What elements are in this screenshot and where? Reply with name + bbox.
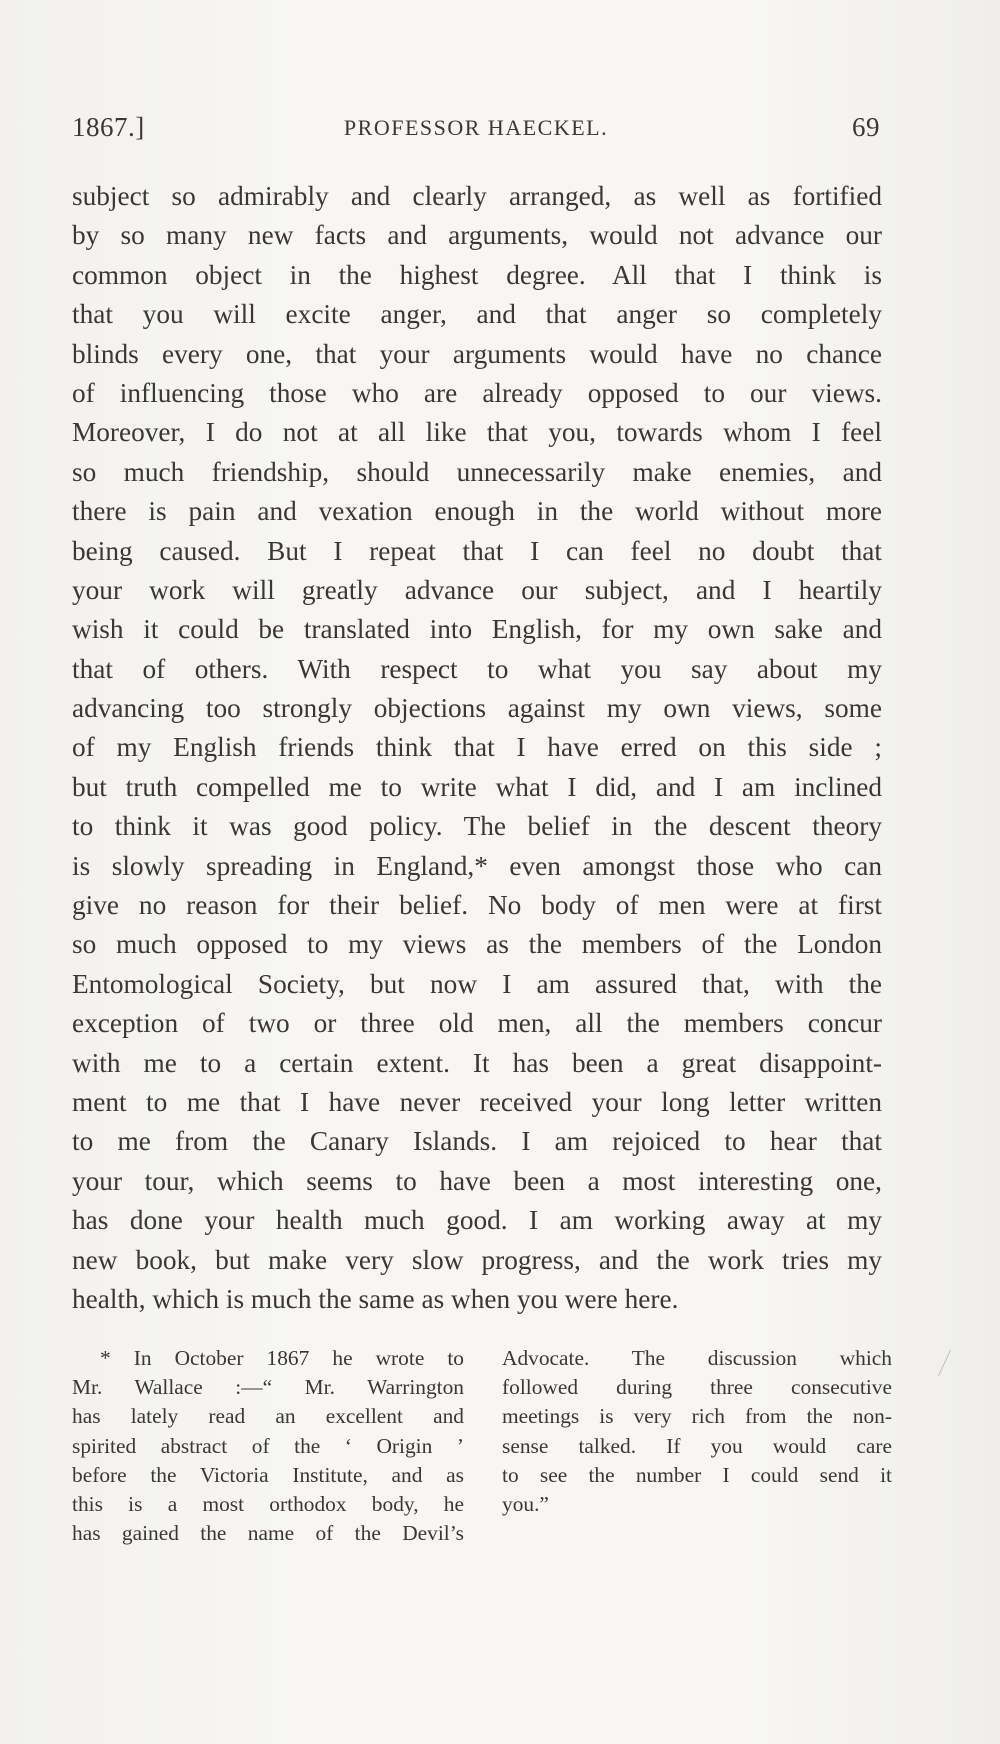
- body-line: to me from the Canary Islands. I am rejoiced to hear that: [72, 1126, 882, 1157]
- body-line: exception of two or three old men, all the members concur: [72, 1008, 882, 1039]
- running-head: [72, 112, 880, 152]
- footnote-line: to see the number I could send it: [502, 1462, 892, 1487]
- footnote-line: * In October 1867 he wrote to: [100, 1346, 464, 1370]
- body-line: your work will greatly advance our subject, and I heartily: [72, 574, 882, 605]
- footnote-line: meetings is very rich from the non-: [502, 1404, 892, 1429]
- body-line: that of others. With respect to what you say about my: [72, 653, 882, 684]
- body-line: there is pain and vexation enough in the world without more: [72, 496, 882, 527]
- footnote-line: has lately read an excellent and: [72, 1404, 464, 1429]
- header-title: PROFESSOR HAECKEL.: [343, 115, 609, 140]
- body-line: give no reason for their belief. No body of men were at first: [72, 890, 882, 921]
- body-line: advancing too strongly objections against my own views, some: [72, 693, 882, 724]
- footnotes: [72, 1344, 892, 1544]
- body-line: so much friendship, should unnecessarily make enemies, and: [72, 456, 882, 487]
- body-line: wish it could be translated into English, for my own sake and: [72, 614, 882, 645]
- header-year: 1867.]: [72, 112, 145, 142]
- body-line: with me to a certain extent. It has been a great disappoint-: [72, 1047, 882, 1078]
- body-line: common object in the highest degree. All that I think is: [72, 259, 882, 290]
- footnote-line: this is a most orthodox body, he: [72, 1491, 464, 1516]
- footnote-column-left: [72, 1344, 464, 1548]
- footnote-line: has gained the name of the Devil’s: [72, 1521, 464, 1546]
- page-number: 69: [852, 112, 880, 142]
- footnote-column-right: [502, 1344, 892, 1519]
- body-line: to think it was good policy. The belief in the descent theory: [72, 811, 882, 842]
- body-line: your tour, which seems to have been a most interesting one,: [72, 1165, 882, 1196]
- body-text: [72, 177, 882, 1319]
- body-line: so much opposed to my views as the members of the London: [72, 929, 882, 960]
- footnote-line: Advocate. The discussion which: [502, 1346, 892, 1370]
- body-line: ment to me that I have never received your long letter written: [72, 1086, 882, 1117]
- body-line: being caused. But I repeat that I can feel no doubt that: [72, 535, 882, 566]
- footnote-line: followed during three consecutive: [502, 1375, 892, 1400]
- body-line: of influencing those who are already opposed to our views.: [72, 377, 882, 408]
- footnote-line: you.”: [502, 1491, 549, 1516]
- footnote-line: before the Victoria Institute, and as: [72, 1462, 464, 1487]
- footnote-line: Mr. Wallace :—“ Mr. Warrington: [72, 1375, 464, 1400]
- body-line: blinds every one, that your arguments would have no chance: [72, 338, 882, 369]
- body-line: health, which is much the same as when you were here.: [72, 1283, 679, 1314]
- body-line: Moreover, I do not at all like that you, towards whom I feel: [72, 417, 882, 448]
- margin-pencil-mark: [938, 1350, 963, 1376]
- body-line: of my English friends think that I have erred on this side ;: [72, 732, 882, 763]
- body-line: is slowly spreading in England,* even amongst those who can: [72, 850, 882, 881]
- body-line: that you will excite anger, and that anger so completely: [72, 299, 882, 330]
- body-line: new book, but make very slow progress, and the work tries my: [72, 1244, 882, 1275]
- body-line: Entomological Society, but now I am assured that, with the: [72, 968, 882, 999]
- body-line: has done your health much good. I am working away at my: [72, 1205, 882, 1236]
- body-line: by so many new facts and arguments, would not advance our: [72, 220, 882, 251]
- footnote-line: spirited abstract of the ‘ Origin ’: [72, 1433, 464, 1458]
- body-line: subject so admirably and clearly arranged, as well as fortified: [72, 181, 882, 211]
- footnote-line: sense talked. If you would care: [502, 1433, 892, 1458]
- body-line: but truth compelled me to write what I did, and I am inclined: [72, 771, 882, 802]
